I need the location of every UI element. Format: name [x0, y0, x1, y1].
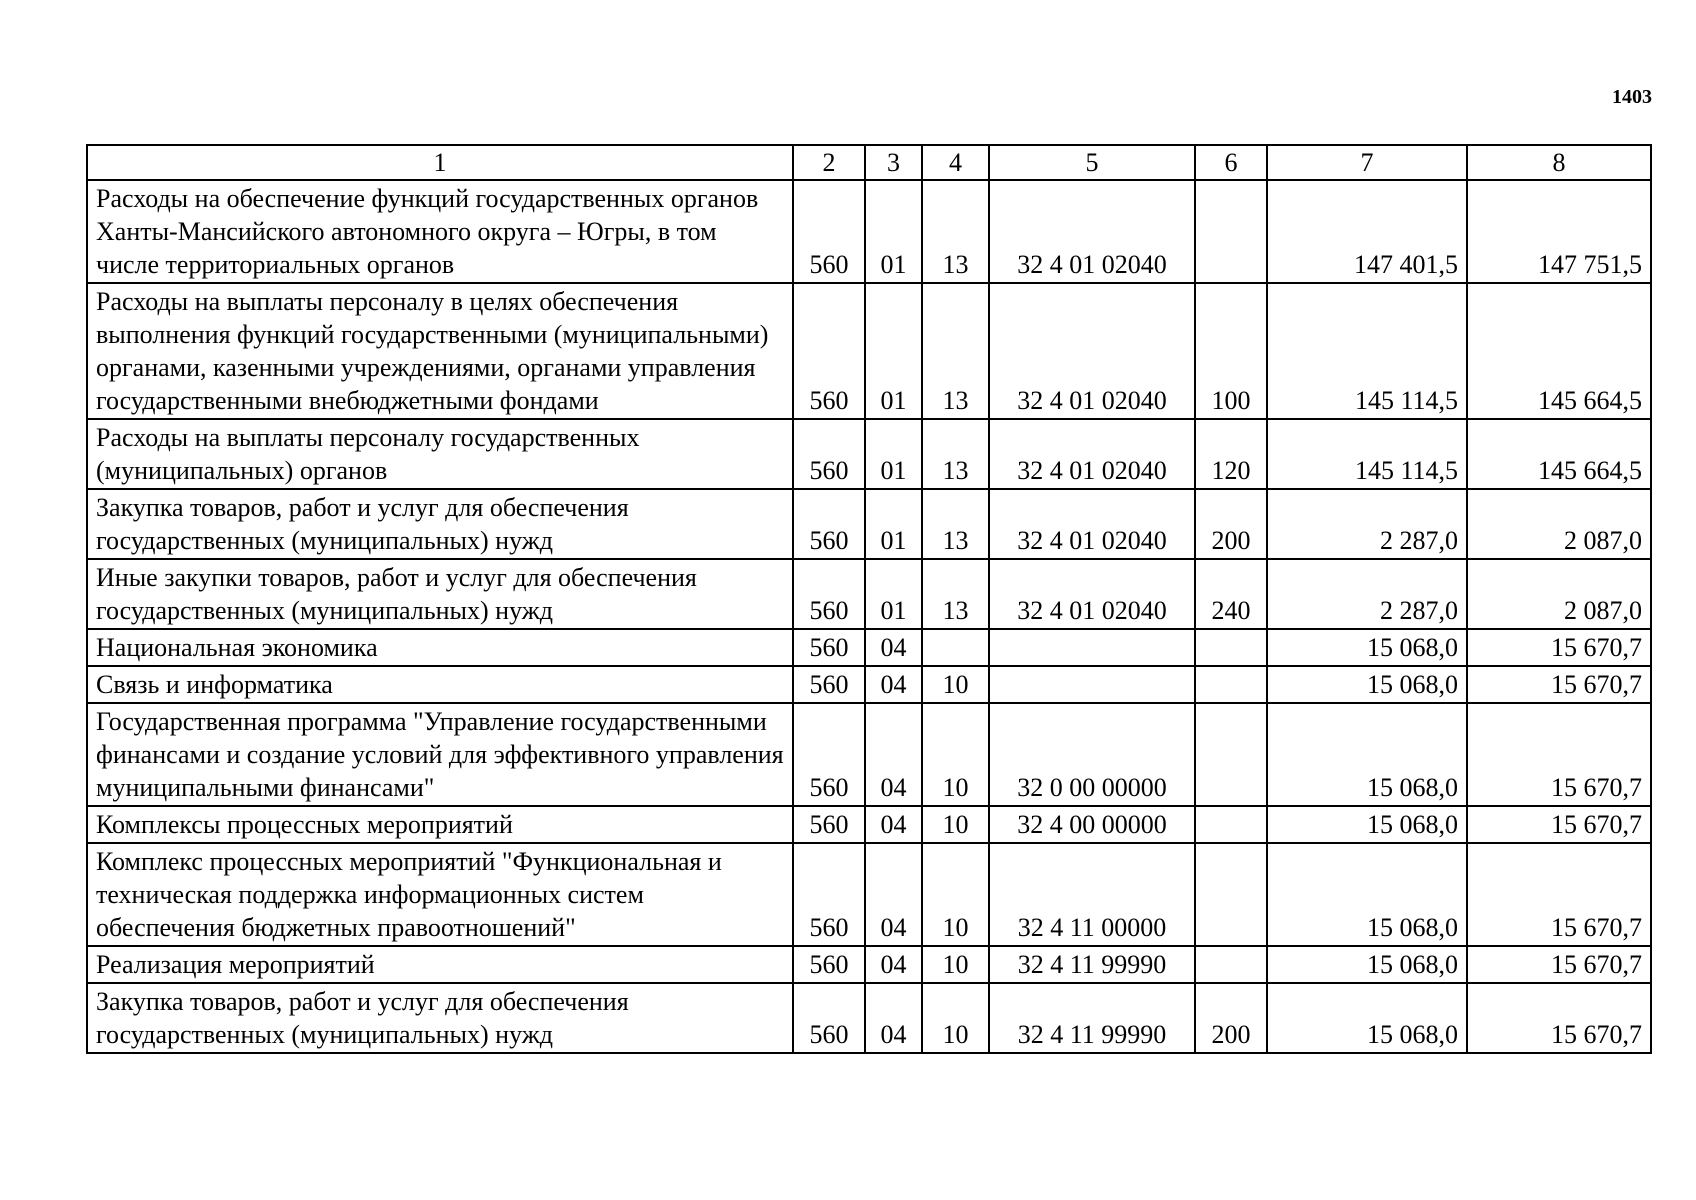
- cell-col6: [1195, 666, 1267, 703]
- cell-col4: 13: [922, 180, 989, 283]
- cell-col5: 32 4 01 02040: [989, 489, 1195, 559]
- cell-col3: 04: [865, 629, 922, 666]
- cell-col4: 13: [922, 559, 989, 629]
- cell-col6: 100: [1195, 283, 1267, 419]
- cell-col3: 01: [865, 283, 922, 419]
- cell-col6: 240: [1195, 559, 1267, 629]
- cell-col6: [1195, 703, 1267, 806]
- cell-col4: 13: [922, 489, 989, 559]
- cell-col3: 04: [865, 703, 922, 806]
- cell-col2: 560: [793, 283, 865, 419]
- page-number: 1403: [1612, 86, 1652, 108]
- cell-col4: 10: [922, 983, 989, 1053]
- column-header: 5: [989, 145, 1195, 180]
- cell-col5: 32 4 01 02040: [989, 559, 1195, 629]
- header-row: [87, 145, 1651, 180]
- row-name: Расходы на обеспечение функций государственных органов Ханты-Мансийского автономного округа – Югры, в том числе территориальных органов: [87, 180, 793, 283]
- cell-col8: 147 751,5: [1467, 180, 1651, 283]
- cell-col3: 04: [865, 946, 922, 983]
- table-row: [87, 559, 1651, 629]
- cell-col2: 560: [793, 559, 865, 629]
- row-name: Комплексы процессных мероприятий: [87, 806, 793, 843]
- budget-table: [86, 144, 1652, 1054]
- cell-col8: 2 087,0: [1467, 559, 1651, 629]
- cell-col7: 15 068,0: [1267, 983, 1467, 1053]
- cell-col7: 145 114,5: [1267, 419, 1467, 489]
- cell-col6: 120: [1195, 419, 1267, 489]
- column-header: 4: [922, 145, 989, 180]
- cell-col5: 32 4 01 02040: [989, 419, 1195, 489]
- cell-col4: 10: [922, 843, 989, 946]
- cell-col4: 10: [922, 703, 989, 806]
- cell-col3: 04: [865, 983, 922, 1053]
- cell-col7: 147 401,5: [1267, 180, 1467, 283]
- column-header: 6: [1195, 145, 1267, 180]
- table-row: [87, 666, 1651, 703]
- cell-col8: 145 664,5: [1467, 283, 1651, 419]
- cell-col4: 13: [922, 419, 989, 489]
- cell-col2: 560: [793, 666, 865, 703]
- cell-col2: 560: [793, 419, 865, 489]
- row-name: Связь и информатика: [87, 666, 793, 703]
- table-row: [87, 283, 1651, 419]
- cell-col5: 32 0 00 00000: [989, 703, 1195, 806]
- cell-col7: 2 287,0: [1267, 559, 1467, 629]
- cell-col6: 200: [1195, 983, 1267, 1053]
- row-name: Закупка товаров, работ и услуг для обеспечения государственных (муниципальных) нужд: [87, 489, 793, 559]
- table-row: [87, 703, 1651, 806]
- table-row: [87, 629, 1651, 666]
- column-header: 3: [865, 145, 922, 180]
- cell-col4: 10: [922, 946, 989, 983]
- cell-col7: 2 287,0: [1267, 489, 1467, 559]
- table-row: [87, 946, 1651, 983]
- cell-col8: 15 670,7: [1467, 806, 1651, 843]
- cell-col5: 32 4 00 00000: [989, 806, 1195, 843]
- cell-col5: 32 4 11 99990: [989, 983, 1195, 1053]
- column-header: 7: [1267, 145, 1467, 180]
- cell-col2: 560: [793, 703, 865, 806]
- cell-col2: 560: [793, 180, 865, 283]
- cell-col6: [1195, 180, 1267, 283]
- row-name: Государственная программа "Управление государственными финансами и создание условий для эффективного управления муниципальными финансами": [87, 703, 793, 806]
- cell-col3: 04: [865, 666, 922, 703]
- cell-col8: 15 670,7: [1467, 843, 1651, 946]
- cell-col7: 15 068,0: [1267, 843, 1467, 946]
- cell-col8: 2 087,0: [1467, 489, 1651, 559]
- table-row: [87, 806, 1651, 843]
- row-name: Реализация мероприятий: [87, 946, 793, 983]
- cell-col3: 01: [865, 180, 922, 283]
- cell-col6: [1195, 843, 1267, 946]
- cell-col3: 01: [865, 489, 922, 559]
- cell-col4: 10: [922, 806, 989, 843]
- cell-col2: 560: [793, 843, 865, 946]
- table-row: [87, 983, 1651, 1053]
- cell-col7: 15 068,0: [1267, 703, 1467, 806]
- column-header: 8: [1467, 145, 1651, 180]
- cell-col7: 15 068,0: [1267, 629, 1467, 666]
- cell-col8: 15 670,7: [1467, 983, 1651, 1053]
- cell-col2: 560: [793, 629, 865, 666]
- table-row: [87, 489, 1651, 559]
- cell-col2: 560: [793, 489, 865, 559]
- table-row: [87, 419, 1651, 489]
- cell-col3: 04: [865, 843, 922, 946]
- cell-col3: 04: [865, 806, 922, 843]
- cell-col4: 10: [922, 666, 989, 703]
- row-name: Комплекс процессных мероприятий "Функциональная и техническая поддержка информационных систем обеспечения бюджетных правоотношений": [87, 843, 793, 946]
- row-name: Расходы на выплаты персоналу государственных (муниципальных) органов: [87, 419, 793, 489]
- row-name: Закупка товаров, работ и услуг для обеспечения государственных (муниципальных) нужд: [87, 983, 793, 1053]
- cell-col5: [989, 666, 1195, 703]
- cell-col7: 15 068,0: [1267, 806, 1467, 843]
- cell-col5: 32 4 01 02040: [989, 283, 1195, 419]
- cell-col6: [1195, 629, 1267, 666]
- cell-col8: 15 670,7: [1467, 946, 1651, 983]
- cell-col6: [1195, 946, 1267, 983]
- cell-col8: 15 670,7: [1467, 666, 1651, 703]
- cell-col7: 15 068,0: [1267, 946, 1467, 983]
- column-header: 1: [87, 145, 793, 180]
- cell-col2: 560: [793, 946, 865, 983]
- cell-col6: 200: [1195, 489, 1267, 559]
- cell-col4: 13: [922, 283, 989, 419]
- cell-col2: 560: [793, 983, 865, 1053]
- row-name: Национальная экономика: [87, 629, 793, 666]
- cell-col7: 145 114,5: [1267, 283, 1467, 419]
- cell-col5: 32 4 01 02040: [989, 180, 1195, 283]
- cell-col6: [1195, 806, 1267, 843]
- cell-col3: 01: [865, 419, 922, 489]
- cell-col5: 32 4 11 00000: [989, 843, 1195, 946]
- cell-col5: [989, 629, 1195, 666]
- cell-col2: 560: [793, 806, 865, 843]
- row-name: Расходы на выплаты персоналу в целях обеспечения выполнения функций государственными (муниципальными) органами, казенными учреждениями, органами управления государственными внебюджетными фондами: [87, 283, 793, 419]
- cell-col3: 01: [865, 559, 922, 629]
- row-name: Иные закупки товаров, работ и услуг для обеспечения государственных (муниципальных) нужд: [87, 559, 793, 629]
- cell-col5: 32 4 11 99990: [989, 946, 1195, 983]
- cell-col8: 145 664,5: [1467, 419, 1651, 489]
- cell-col8: 15 670,7: [1467, 703, 1651, 806]
- column-header: 2: [793, 145, 865, 180]
- table-row: [87, 180, 1651, 283]
- cell-col4: [922, 629, 989, 666]
- cell-col8: 15 670,7: [1467, 629, 1651, 666]
- table-row: [87, 843, 1651, 946]
- cell-col7: 15 068,0: [1267, 666, 1467, 703]
